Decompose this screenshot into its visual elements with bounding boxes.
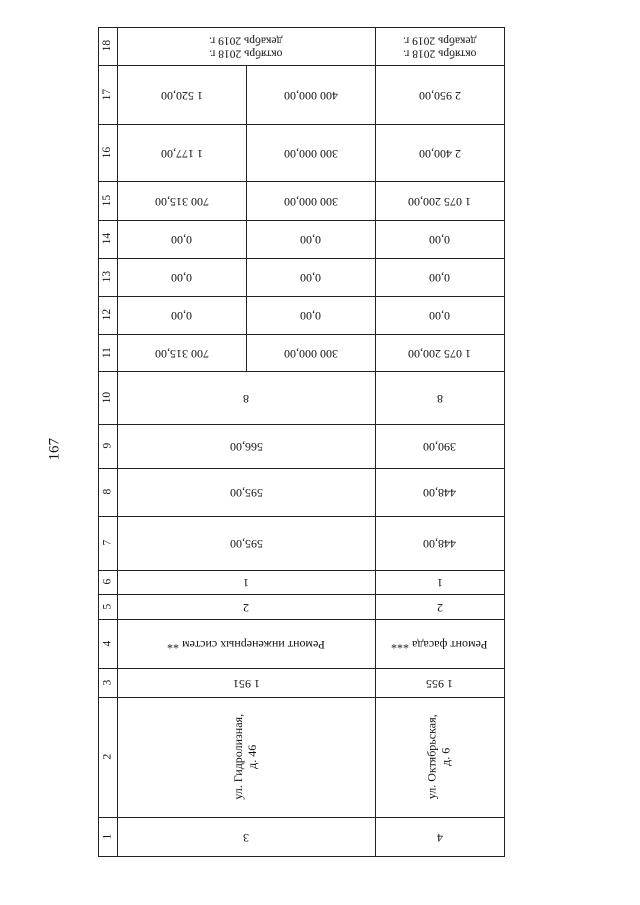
table-cell: 1 520,00 [160, 88, 203, 103]
row-number: 4 [436, 830, 443, 845]
table-cell: 2 950,00 [418, 88, 461, 103]
work-type: Ремонт фасада *** [391, 637, 488, 652]
table-cell: 1 [436, 575, 443, 590]
column-number: 8 [100, 489, 113, 495]
column-number: 17 [100, 88, 113, 101]
work-start-date: октябрь 2018 г. [402, 47, 477, 60]
table-cell: 400 000,00 [283, 88, 338, 103]
column-number: 16 [100, 146, 113, 159]
table-cell: 595,00 [229, 536, 263, 551]
table-cell: 566,00 [229, 439, 263, 454]
table-cell: 700 315,00 [154, 346, 209, 361]
table-cell: 2 [243, 600, 249, 615]
table-row [117, 27, 375, 65]
table-cell: 8 [243, 391, 249, 406]
table-border-bottom [98, 856, 504, 857]
table-cell: 448,00 [423, 536, 456, 551]
column-number: 18 [100, 40, 113, 52]
table-cell: 700 315,00 [154, 194, 209, 209]
table-cell: 0,00 [429, 232, 450, 247]
column-number: 10 [100, 391, 113, 404]
column-number: 7 [100, 540, 113, 546]
table-cell: 595,00 [229, 485, 263, 500]
column-number: 9 [100, 443, 113, 449]
table-cell: 0,00 [171, 232, 192, 247]
work-end-date: декабрь 2019 г. [402, 34, 477, 46]
table-cell: 300 000,00 [283, 346, 338, 361]
address-house: д. 6 [438, 747, 453, 767]
column-number: 6 [100, 579, 113, 585]
table-cell: 0,00 [300, 232, 321, 247]
work-end-date: декабрь 2019 г. [209, 34, 283, 46]
column-number: 1 [100, 833, 113, 840]
table-cell: 300 000,00 [283, 194, 338, 209]
table-cell: 2 400,00 [418, 146, 461, 161]
table-cell: 8 [436, 391, 443, 406]
column-number: 14 [100, 233, 113, 245]
table-cell: 1 075 200,00 [408, 346, 471, 361]
table-cell: 300 000,00 [283, 146, 338, 161]
address-street: ул. Октябрьская, [424, 714, 439, 800]
table-border-right [504, 27, 505, 857]
column-number: 4 [100, 640, 113, 647]
column-number: 2 [100, 754, 113, 760]
row-number: 3 [243, 830, 249, 845]
build-year: 1 951 [232, 676, 260, 691]
build-year: 1 955 [426, 676, 453, 691]
table-row [375, 27, 504, 65]
table-cell: 1 177,00 [160, 146, 203, 161]
table-cell: 1 [243, 575, 249, 590]
column-number: 11 [100, 346, 113, 359]
table-cell: 448,00 [423, 485, 456, 500]
table-cell: 0,00 [171, 270, 192, 285]
work-type: Ремонт инженерных систем ** [167, 637, 325, 652]
column-number: 3 [100, 679, 113, 686]
address-house: д. 46 [244, 744, 259, 770]
column-number: 15 [100, 194, 113, 207]
table-cell: 0,00 [429, 308, 450, 323]
column-number: 5 [100, 603, 113, 610]
table-cell: 1 075 200,00 [408, 194, 471, 209]
table-cell: 0,00 [300, 270, 321, 285]
page-number: 167 [46, 438, 63, 461]
table-cell: 0,00 [300, 308, 321, 323]
table-cell: 0,00 [429, 270, 450, 285]
table-cell: 2 [436, 600, 443, 615]
column-number: 12 [100, 309, 113, 321]
address-street: ул. Гидролизная, [231, 714, 246, 800]
table-cell: 390,00 [423, 439, 456, 454]
column-number: 13 [100, 271, 113, 283]
table-cell: 0,00 [171, 308, 192, 323]
work-start-date: октябрь 2018 г. [209, 47, 283, 60]
